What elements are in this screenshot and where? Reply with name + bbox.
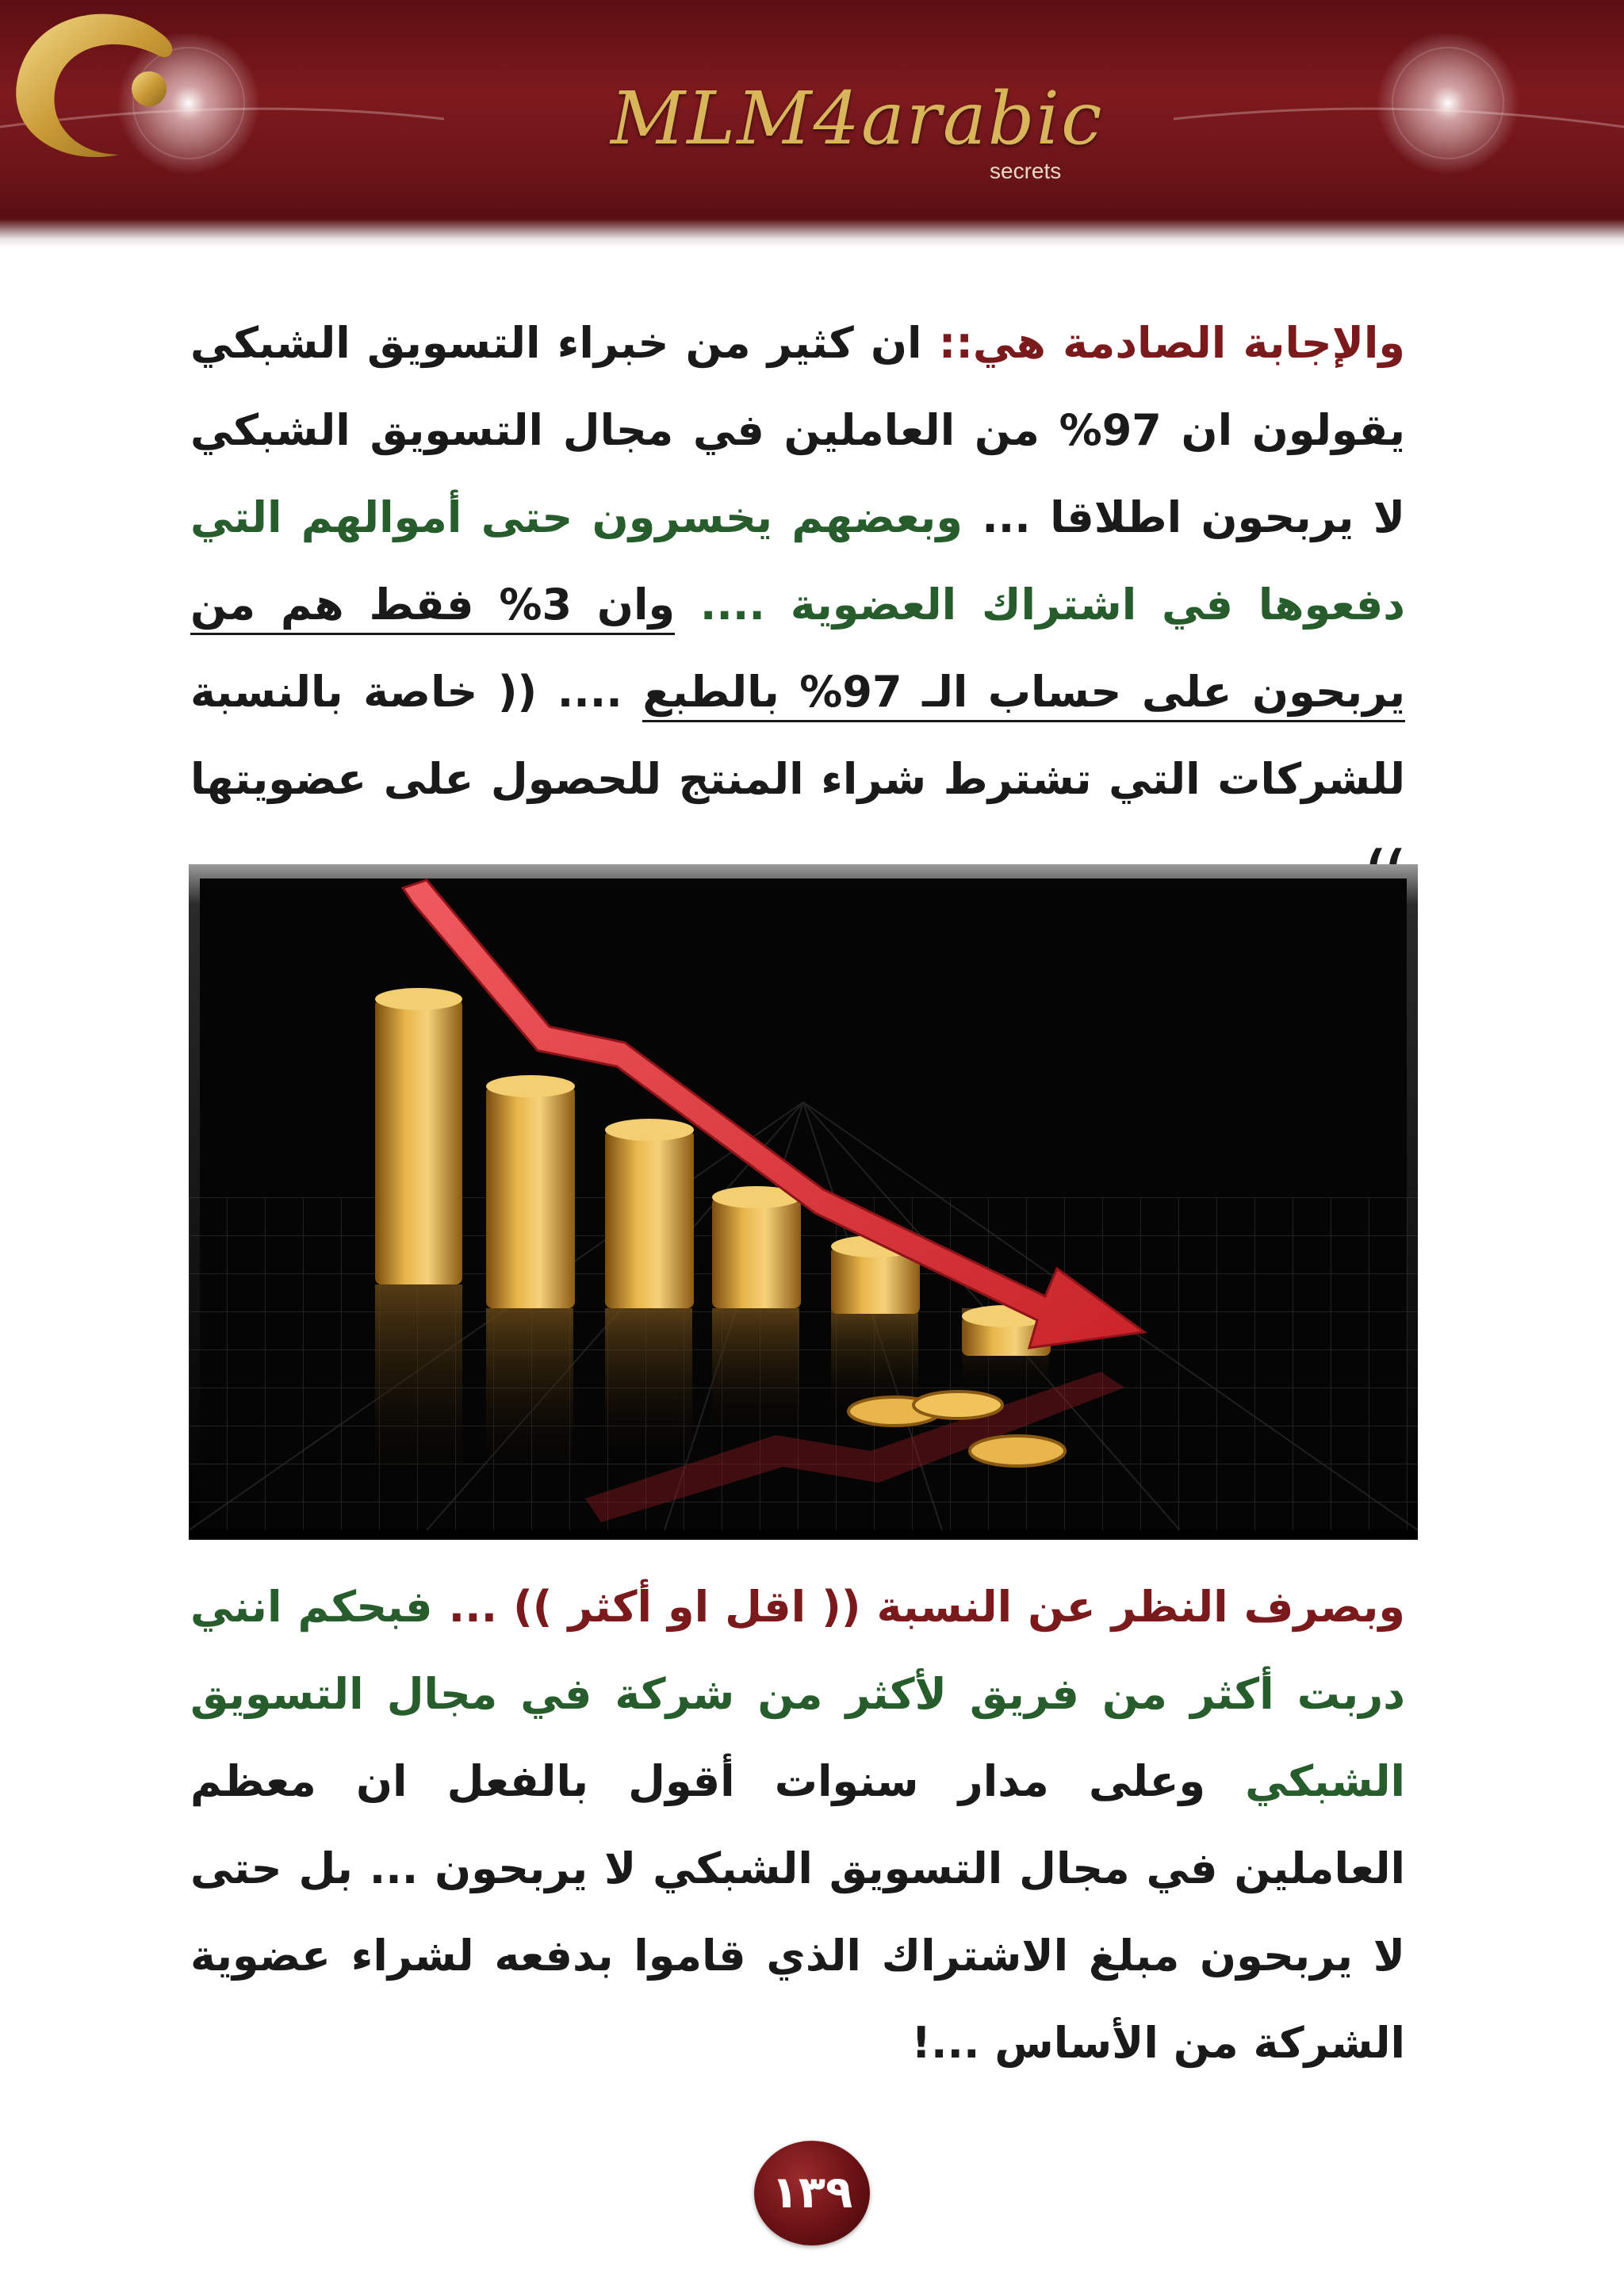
coin-stack-3: [605, 1119, 694, 1308]
page-number: ١٣٩: [754, 2141, 870, 2245]
brand-subtitle: secrets: [990, 159, 1062, 183]
paragraph-2-part-c: وعلى مدار سنوات أقول بالفعل ان معظم العاملين في مجال التسويق الشبكي لا يربحون ... بل حتى لا يربحون مبلغ الاشتراك الذي قاموا بدفعه لشراء عضوية الشركة من الأساس ...!: [190, 1756, 1405, 2068]
coin-stack-2: [486, 1075, 575, 1308]
paragraph-2: [190, 1564, 1405, 2087]
coin-stack-4: [712, 1186, 801, 1308]
paragraph-2-part-b: فبحكم انني دربت أكثر من فريق لأكثر من شركة في مجال التسويق الشبكي: [190, 1582, 1405, 1806]
coin-stack-1: [375, 988, 462, 1284]
paragraph-1-part-a: ان كثير من خبراء التسويق الشبكي يقولون ان 97% من العاملين في مجال التسويق الشبكي لا يربحون اطلاقا ...: [190, 318, 1405, 542]
falling-coins-photo: [189, 864, 1418, 1540]
right-flare-icon: [1377, 32, 1519, 174]
paragraph-1-part-b: وبعضهم يخسرون حتى أموالهم التي دفعوها في اشتراك العضوية ....: [190, 492, 1405, 630]
header-banner: [0, 0, 1624, 247]
falling-coins-chart-icon: [189, 864, 1418, 1540]
brand-name: MLM4arabic: [611, 76, 1104, 161]
paragraph-2-part-a: وبصرف النظر عن النسبة (( اقل او أكثر )) ...: [448, 1582, 1405, 1632]
paragraph-1: [190, 300, 1405, 910]
lead-phrase: والإجابة الصادمة هي::: [938, 318, 1405, 368]
brand-logo-c-icon: [0, 0, 190, 167]
paragraph-1-underlined: وان 3% فقط هم من يربحون على حساب الـ 97% بالطبع: [190, 580, 1405, 722]
paragraph-1-part-d: .... (( خاصة بالنسبة للشركات التي تشترط شراء المنتج للحصول على عضويتها: [190, 667, 1405, 804]
